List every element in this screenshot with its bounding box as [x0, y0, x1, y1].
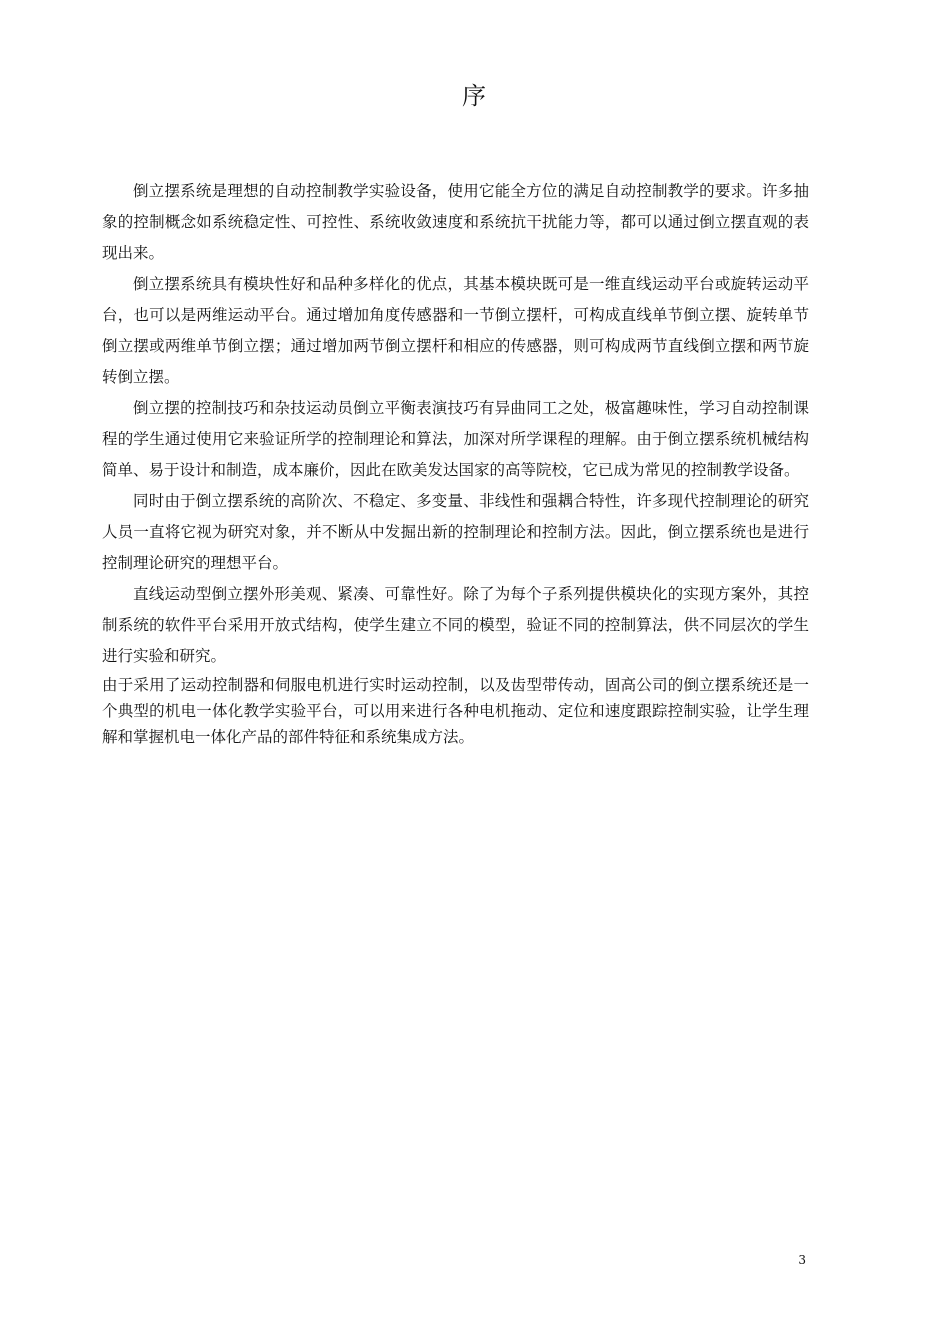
page-number: 3: [798, 1253, 806, 1267]
paragraph-4: 同时由于倒立摆系统的高阶次、不稳定、多变量、非线性和强耦合特性，许多现代控制理论的研究人员一直将它视为研究对象，并不断从中发掘出新的控制理论和控制方法。因此，倒立摆系统也是进行控制理论研究的理想平台。: [102, 492, 809, 572]
paragraph-2: 倒立摆系统具有模块性好和品种多样化的优点，其基本模块既可是一维直线运动平台或旋转运动平台，也可以是两维运动平台。通过增加角度传感器和一节倒立摆杆，可构成直线单节倒立摆、旋转单节倒立摆或两维单节倒立摆；通过增加两节倒立摆杆和相应的传感器，则可构成两节直线倒立摆和两节旋转倒立摆。: [102, 275, 809, 386]
body-text: [102, 176, 809, 750]
paragraph-6: 由于采用了运动控制器和伺服电机进行实时运动控制，以及齿型带传动，固高公司的倒立摆系统还是一个典型的机电一体化教学实验平台，可以用来进行各种电机拖动、定位和速度跟踪控制实验，让学生理解和掌握机电一体化产品的部件特征和系统集成方法。: [102, 676, 809, 746]
page-title: 序: [462, 82, 488, 110]
paragraph-3: 倒立摆的控制技巧和杂技运动员倒立平衡表演技巧有异曲同工之处，极富趣味性，学习自动控制课程的学生通过使用它来验证所学的控制理论和算法，加深对所学课程的理解。由于倒立摆系统机械结构简单、易于设计和制造，成本廉价，因此在欧美发达国家的高等院校，它已成为常见的控制教学设备。: [102, 399, 809, 479]
paragraph-5: 直线运动型倒立摆外形美观、紧凑、可靠性好。除了为每个子系列提供模块化的实现方案外，其控制系统的软件平台采用开放式结构，使学生建立不同的模型，验证不同的控制算法，供不同层次的学生进行实验和研究。: [102, 585, 809, 665]
paragraph-1: 倒立摆系统是理想的自动控制教学实验设备，使用它能全方位的满足自动控制教学的要求。许多抽象的控制概念如系统稳定性、可控性、系统收敛速度和系统抗干扰能力等，都可以通过倒立摆直观的表现出来。: [102, 182, 809, 262]
